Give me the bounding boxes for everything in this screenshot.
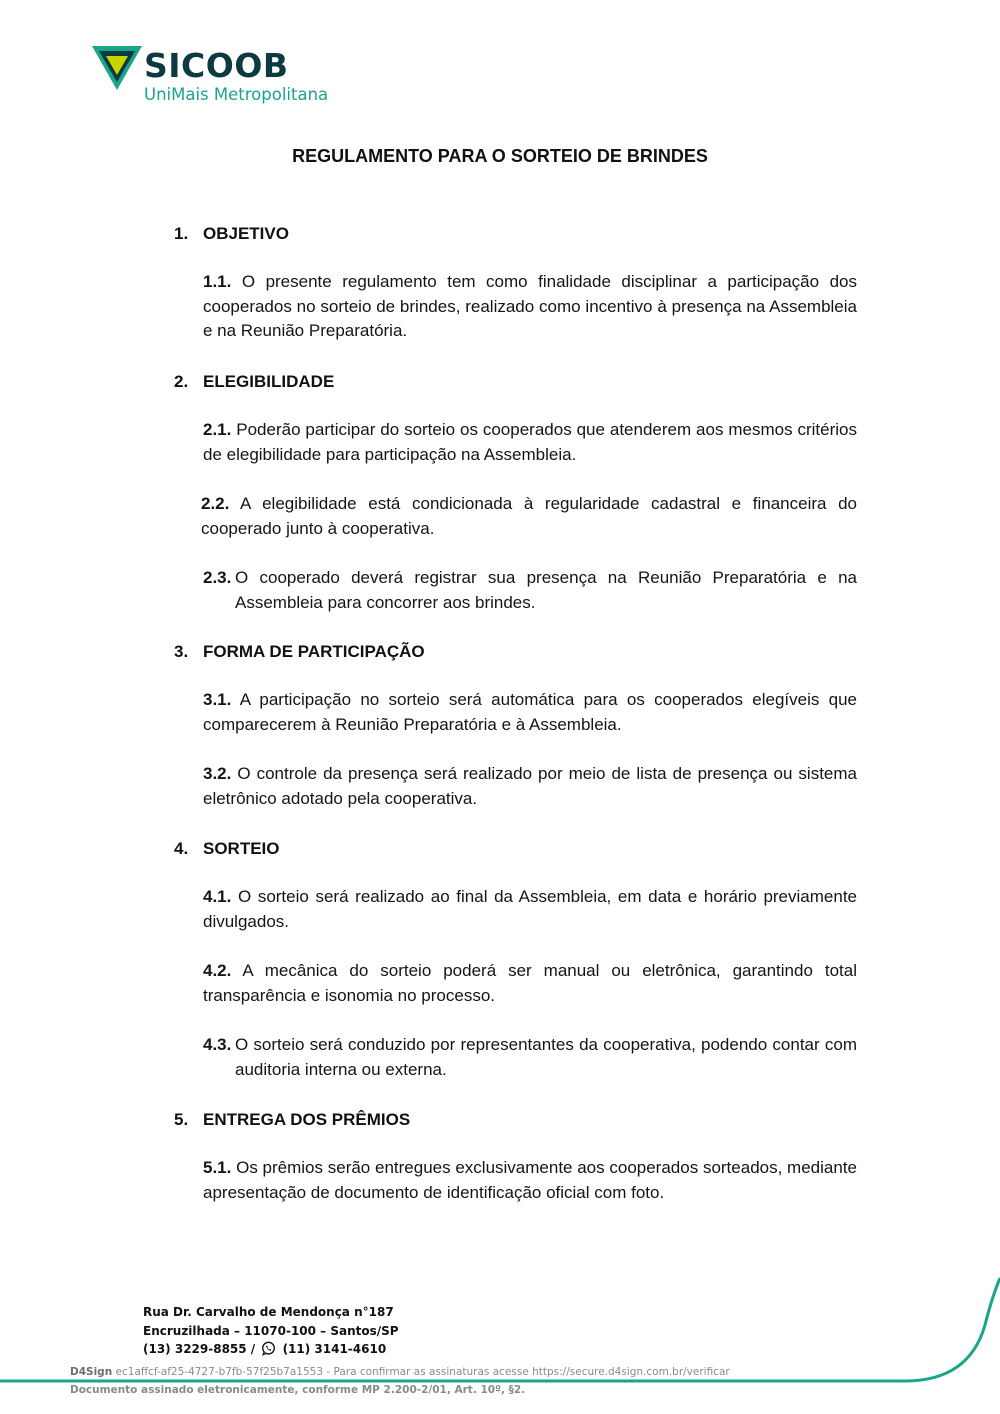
section-number: 4. [174, 839, 189, 858]
paragraph-number: 2.2. [201, 494, 230, 513]
paragraph-text: Os prêmios serão entregues exclusivamente aos cooperados sorteados, mediante apresentação de documento de identificação oficial com foto. [203, 1158, 857, 1202]
section-title: ENTREGA DOS PRÊMIOS [203, 1110, 411, 1129]
section-title: ELEGIBILIDADE [203, 372, 335, 391]
paragraph-text: A participação no sorteio será automática para os cooperados elegíveis que comparecerem à Reunião Preparatória e à Assembleia. [203, 690, 857, 734]
paragraph-text: O sorteio será realizado ao final da Assembleia, em data e horário previamente divulgados. [203, 887, 857, 931]
signature-verification-text: ec1affcf-af25-4727-b7fb-57f25b7a1553 - Para confirmar as assinaturas acesse https://secure.d4sign.com.br/verificar [112, 1366, 730, 1378]
address-street: Rua Dr. Carvalho de Mendonça n°187 [143, 1305, 394, 1319]
whatsapp-icon [261, 1341, 276, 1362]
section-number: 3. [174, 642, 189, 661]
section-number: 1. [174, 224, 189, 243]
paragraph-number: 4.2. [203, 961, 232, 980]
address-city: Encruzilhada – 11070-100 – Santos/SP [143, 1323, 399, 1338]
paragraph-text: O cooperado deverá registrar sua presença na Reunião Preparatória e na Assembleia para concorrer aos brindes. [235, 568, 857, 612]
phone-whatsapp: (11) 3141-4610 [282, 1342, 387, 1356]
phone-primary: (13) 3229-8855 / [143, 1342, 256, 1356]
section-number: 2. [174, 372, 189, 391]
paragraph-text: O presente regulamento tem como finalidade disciplinar a participação dos cooperados no sorteio de brindes, realizado como incentivo à presença na Assembleia e na Reunião Preparatória. [203, 272, 857, 340]
footer-address [143, 1303, 399, 1362]
paragraph-number: 1.1. [203, 272, 232, 291]
logo-subtitle: UniMais Metropolitana [144, 85, 329, 104]
paragraph-text: O sorteio será conduzido por representantes da cooperativa, podendo contar com auditoria interna ou externa. [235, 1035, 857, 1079]
paragraph-text: Poderão participar do sorteio os cooperados que atenderem aos mesmos critérios de elegibilidade para participação na Assembleia. [203, 420, 857, 464]
paragraph-text: O controle da presença será realizado por meio de lista de presença ou sistema eletrônico adotado pela cooperativa. [203, 764, 857, 808]
paragraph-text: A elegibilidade está condicionada à regularidade cadastral e financeira do cooperado junto à cooperativa. [201, 494, 857, 538]
paragraph-text: A mecânica do sorteio poderá ser manual ou eletrônica, garantindo total transparência e isonomia no processo. [203, 961, 857, 1005]
signature-verification-line [70, 1366, 730, 1378]
paragraph-number: 5.1. [203, 1158, 232, 1177]
section-title: SORTEIO [203, 839, 280, 858]
logo-brand-text: SICOOB [144, 46, 289, 85]
paragraph-number: 2.3. [203, 568, 232, 587]
paragraph-number: 4.3. [203, 1035, 232, 1054]
signature-brand: D4Sign [70, 1366, 113, 1378]
paragraph-number: 4.1. [203, 887, 232, 906]
address-phones [143, 1340, 399, 1362]
section-title: FORMA DE PARTICIPAÇÃO [203, 642, 425, 661]
paragraph-number: 3.2. [203, 764, 232, 783]
document-title: REGULAMENTO PARA O SORTEIO DE BRINDES [292, 146, 708, 166]
paragraph-number: 2.1. [203, 420, 232, 439]
signature-legal-note: Documento assinado eletronicamente, conforme MP 2.200-2/01, Art. 10º, §2. [70, 1384, 526, 1396]
section-title: OBJETIVO [203, 224, 289, 243]
section-number: 5. [174, 1110, 189, 1129]
paragraph-number: 3.1. [203, 690, 232, 709]
